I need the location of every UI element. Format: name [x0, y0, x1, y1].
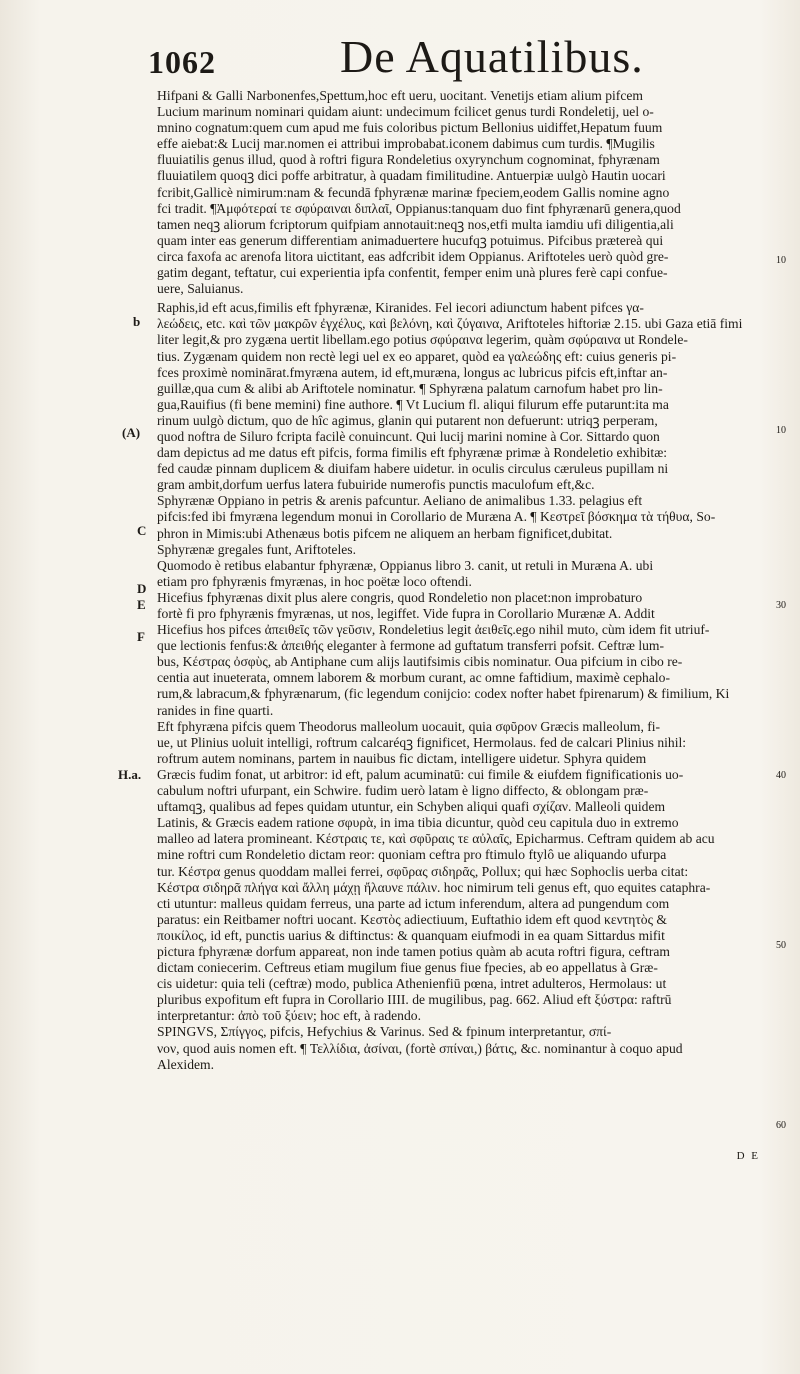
- text-line: cis uidetur: quia teli (ceftræ) modo, publica Athenienfiū pœna, intret adulteros, Hermolaus: ut: [157, 976, 667, 992]
- text-line: Raphis,id eft acus,fimilis eft fphyrænæ, Kiranides. Fel iecori adiunctum habent pifces γα-: [157, 300, 644, 316]
- text-line: Hicefius fphyrænas dixit plus alere congris, quod Rondeletio non placet:non improbaturo: [157, 589, 643, 605]
- text-line: gua,Rauifius (fi bene memini) fine authore. ¶ Vt Lucium fl. aliqui filurum effe putarunt:ita ma: [157, 396, 669, 412]
- text-line: Græcis fudim fonat, ut arbitror: id eft, palum acuminatū: cui fimile & eiufdem fignificationis uo-: [157, 766, 684, 782]
- text-line: fortè fi pro fphyrænis fmyrænas, ut nos, legiffet. Vide fupra in Corollario Murænæ A. Addit: [157, 606, 655, 621]
- margin-mark-b: b: [133, 314, 141, 329]
- text-line: Hifpani & Galli Narbonenfes,Spettum,hoc eft ueru, uocitant. Venetijs etiam alium pifcem: [157, 88, 643, 103]
- text-line: quod noftra de Siluro fcripta facilè conuincunt. Qui lucij marini nomine à Cor. Sittardo quon: [157, 428, 660, 444]
- catchword: D E: [736, 1150, 760, 1162]
- text-line: phron in Mimis:ubi Athenæus botis pifcem ne aliquem an herbam fignificet,dubitat.: [157, 525, 613, 541]
- text-line: Hicefius hos pifces ἀπειθεῖς τῶν γεῦσιν, Rondeletius legit ἀειθεῖς.ego nihil muto, cùm idem fit utriuf-: [157, 622, 710, 638]
- text-line: Alexidem.: [157, 1056, 215, 1072]
- margin-mark-d: D: [137, 581, 147, 596]
- text-line: uftamqꝫ, qualibus ad fepes quidam utuntur, ein Schyben aliqui quafi σχίζαν. Malleoli quidem: [157, 799, 666, 815]
- line-number: 30: [776, 600, 786, 611]
- margin-mark-e: E: [137, 597, 146, 612]
- text-line: tius. Zygænam quidem non rectè legi uel ex eo apparet, quòd ea γαλεώδης eft: cuius generis pi-: [157, 348, 677, 364]
- page-header: [140, 30, 740, 86]
- text-line: roftrum autem nominans, partem in nauibus fic dictam, intelligere uidetur. Sphyra quidem: [157, 750, 647, 766]
- text-line: mine roftri cum Rondeletio dictam reor: quoniam ceftra pro ftimulo ftylô ue aliquando ufurpa: [157, 847, 667, 863]
- text-line: fci tradit. ¶Ἀμφότεραί τε σφύραιναι διπλαῖ, Oppianus:tanquam duo fint fphyrænarū genera,quod: [157, 200, 681, 216]
- text-line: Κέστρα σιδηρᾶ πλήγα καὶ ἄλλη μάχῃ ἤλαυνε πάλιν. hoc nimirum teli genus eft, quo equites cataphra-: [157, 879, 711, 895]
- text-line: guillæ,qua cum & alibi ab Ariftotele nominatur. ¶ Sphyræna palatum carnofum habet pro lin-: [157, 380, 663, 396]
- text-line: bus, Κέστρας ὀσφὺς, ab Antiphane cum alijs lautifsimis cibis nominatur. Oua pifcium in cibo re-: [157, 654, 683, 670]
- text-line: que lectionis fenfus:& ἀπειθής eleganter à fermone ad guftatum transferri pofsit. Ceftræ lum-: [157, 638, 665, 654]
- text-line: Quomodo è retibus elabantur fphyrænæ, Oppianus libro 3. canit, ut retuli in Muræna A. ubi: [157, 557, 654, 573]
- line-number: 10: [776, 255, 786, 266]
- text-line: fces proximè nominārat.fmyræna autem, id eft,muræna, longus ac lubricus pifcis eft,inftar an-: [157, 364, 668, 380]
- text-line: tur. Κέστρα genus quoddam mallei ferrei, σφῦρας σιδηρᾶς, Pollux; qui hæc Sophoclis uerba citat:: [157, 863, 689, 879]
- text-line: SPINGVS, Σπίγγος, pifcis, Hefychius & Varinus. Sed & fpinum interpretantur, σπί-: [157, 1024, 612, 1040]
- text-line: effe aiebat:& Lucij mar.nomen ei attribui improbabat.iconem dabimus cum turdis. ¶Mugilis: [157, 136, 655, 152]
- running-title: De Aquatilibus.: [340, 31, 644, 82]
- body-text: [157, 88, 769, 1073]
- text-line: quam inter eas generum differentiam animaduertere hucufqꝫ potuimus. Pifcibus prætereà qui: [157, 232, 664, 248]
- text-line: centia aut inueterata, omnem laborem & morbum curant, ac omne faftidium, maximè cephalo-: [157, 670, 670, 686]
- margin-mark-c: C: [137, 523, 147, 538]
- text-line: malleo ad latera promineant. Κέστραις τε, καὶ σφῦραις τε αὐλαῖς, Epicharmus. Ceftram quidem ab acu: [157, 831, 715, 847]
- text-line: fed caudæ pinnam duplicem & diuifam habere uidetur. in oculis circulus cæruleus pupillam ni: [157, 461, 669, 477]
- text-line: liter legit,& pro zygæna uertit libellam.ego potius σφύραινα legerim, quàm σφύραινα ut Rondele-: [157, 332, 688, 348]
- text-line: Sphyrænæ gregales funt, Ariftoteles.: [157, 541, 356, 557]
- text-line: fluuiatilem quoqꝫ dici poffe arbitratur, à quadam fimilitudine. Antuerpiæ uulgò Hautin uocari: [157, 168, 666, 184]
- margin-mark-f: F: [137, 629, 145, 644]
- text-line: Sphyrænæ Oppiano in petris & arenis pafcuntur. Aeliano de animalibus 1.33. pelagius eft: [157, 493, 643, 509]
- margin-mark-a: (A): [122, 425, 141, 440]
- text-line: ue, ut Plinius uoluit intelligi, roftrum calcaréqꝫ fignificet, Hermolaus. fed de calcari Plinius nihil:: [157, 734, 687, 750]
- text-line: Eft fphyræna pifcis quem Theodorus malleolum uocauit, quia σφῦρον Græcis malleolum, fi-: [157, 718, 661, 734]
- text-line: interpretantur: ἀπὸ τοῦ ξύειν; hoc eft, à radendo.: [157, 1008, 421, 1024]
- text-line: uere, Saluianus.: [157, 281, 244, 297]
- text-line: cabulum noftri ufurpant, ein Schwire. fudim uerò latam è ligno diffecto, & oblongam præ-: [157, 783, 649, 799]
- text-line: etiam pro fphyrænis fmyrænas, in hoc poëtæ loco oftendi.: [157, 573, 472, 589]
- text-line: circa faxofa ac arenofa litora uictitant, eas adfcribit idem Oppianus. Ariftoteles uerò quòd gre-: [157, 248, 669, 264]
- text-line: fcribit,Gallicè nimirum:nam & fecundā fphyrænæ marinæ fpeciem,eodem Gallis nomine agno: [157, 184, 670, 200]
- text-line: pifcis:fed ibi fmyræna legendum monui in Corollario de Muræna A. ¶ Κεστρεῖ βόσκημα τὰ τήθυα, So-: [157, 509, 716, 525]
- text-line: gram ambit,dorfum uerfus latera fubuiride numerofis punctis maculofum eft,&c.: [157, 477, 595, 493]
- line-number: 60: [776, 1120, 786, 1131]
- text-line: λεώδεις, etc. καὶ τῶν μακρῶν ἐγχέλυς, καὶ βελόνη, καὶ ζύγαινα, Ariftoteles hiftoriæ 2.15. ubi Gaza etiā fimi: [157, 316, 743, 332]
- text-line: cti utuntur: malleus quidam ferreus, una parte ad ictum inferendum, altera ad pungendum com: [157, 895, 670, 911]
- text-line: pluribus expofitum eft fupra in Corollario IIII. de mugilibus, pag. 662. Aliud eft ξύστρα: raftrū: [157, 992, 672, 1008]
- text-line: fluuiatilis genus illud, quod à roftri figura Rondeletius oxyrynchum cognominat, fphyrænam: [157, 152, 660, 168]
- text-line: gatim degant, teftatur, cui experientia ipfa confentit, femper enim unà plures ferè capi confue-: [157, 265, 668, 281]
- page-number: 1062: [148, 44, 216, 80]
- text-line: pictura fphyrænæ dorfum appareat, non inde tamen potius quàm ab acuta roftri figura, ceftram: [157, 943, 670, 959]
- text-line: Latinis, & Græcis eadem ratione σφυρὰ, in ima tibia dicuntur, quòd ceu capitula duo in extremo: [157, 815, 679, 831]
- text-line: ranides in fine quarti.: [157, 702, 274, 718]
- text-line: Lucium marinum nominari quidam aiunt: undecimum fcilicet genus turdi Rondeletij, uel o-: [157, 104, 654, 120]
- text-line: ποικίλος, id eft, punctis uarius & diftinctus: & quanquam eiufmodi in ea quam Sittardus mifit: [157, 927, 665, 943]
- text-line: νον, quod auis nomen eft. ¶ Τελλίδια, ἀσίναι, (fortè σπίναι,) βάτις, &c. nominantur à coquo apud: [157, 1040, 683, 1056]
- line-number: 10: [776, 425, 786, 436]
- line-number: 40: [776, 770, 786, 781]
- text-line: dam depictus ad me datus eft pifcis, forma fimilis eft fphyrænæ primæ à Rondeletio exhibitæ:: [157, 445, 668, 461]
- text-line: mnino cognatum:quem cum apud me fuis coloribus pictum Bellonius uidiffet,Hepatum fuum: [157, 120, 663, 136]
- text-line: tamen neqꝫ aliorum fcriptorum quifpiam annotauit:neqꝫ nos,etfi multa iamdiu ufi diligentia,ali: [157, 216, 674, 232]
- text-line: rinum uulgò dictum, quo de hîc agimus, glanin qui putarent non defuerunt: utriqꝫ perperam,: [157, 412, 658, 428]
- text-line: dictam coniecerim. Ceftreus etiam mugilum fiue genus fiue fpecies, ab eo appellatus à Græ-: [157, 960, 658, 976]
- margin-mark-h: H.a.: [118, 767, 142, 782]
- line-number: 50: [776, 940, 786, 951]
- text-line: rum,& labracum,& fphyrænarum, (fic legendum conijcio: codex nofter habet fpirenarum) & fimilium, Ki: [157, 686, 730, 702]
- text-line: paratus: ein Reitbamer noftri uocant. Κεστὸς adiectiuum, Euftathio idem eft quod κεντητὸς &: [157, 911, 667, 927]
